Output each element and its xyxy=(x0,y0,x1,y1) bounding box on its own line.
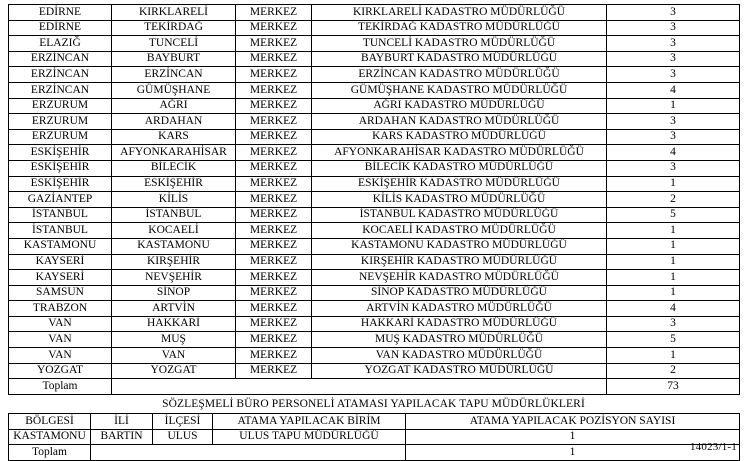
table-row xyxy=(9,145,740,161)
column-header: ATAMA YAPILACAK POZİSYON SAYISI xyxy=(406,414,740,430)
table-row xyxy=(9,160,740,176)
table-row xyxy=(9,223,740,239)
cell-ilce: MERKEZ xyxy=(236,51,312,67)
cell-ilce: MERKEZ xyxy=(236,82,312,98)
cell-sayi: 1 xyxy=(607,176,740,192)
column-header: İLÇESİ xyxy=(153,414,213,430)
table-header-row xyxy=(9,414,740,430)
cell-sayi: 4 xyxy=(607,301,740,317)
cell-sayi: 1 xyxy=(607,285,740,301)
cell-sayi: 1 xyxy=(607,238,740,254)
cell-ilce: MERKEZ xyxy=(236,332,312,348)
total-label: Toplam xyxy=(9,445,91,461)
cell-sayi: 3 xyxy=(607,129,740,145)
table-row xyxy=(9,254,740,270)
cell-ilce: MERKEZ xyxy=(236,270,312,286)
cell-il: BİLECİK xyxy=(112,160,236,176)
cell-ilce: MERKEZ xyxy=(236,192,312,208)
cell-il: TUNCELİ xyxy=(112,36,236,52)
table-row xyxy=(9,36,740,52)
cell-birim: MUŞ KADASTRO MÜDÜRLÜĞÜ xyxy=(312,332,607,348)
cell: 1 xyxy=(406,429,740,445)
cell-birim: ESKİŞEHİR KADASTRO MÜDÜRLÜĞÜ xyxy=(312,176,607,192)
cell-sayi: 3 xyxy=(607,5,740,21)
column-header: ATAMA YAPILACAK BİRİM xyxy=(213,414,406,430)
cell-sayi: 4 xyxy=(607,145,740,161)
cell: KASTAMONU xyxy=(9,429,91,445)
cell-il: TEKİRDAĞ xyxy=(112,20,236,36)
cell-il: BAYBURT xyxy=(112,51,236,67)
cell-sayi: 5 xyxy=(607,207,740,223)
cell-ilce: MERKEZ xyxy=(236,363,312,379)
cell-ilce: MERKEZ xyxy=(236,316,312,332)
cell-ilce: MERKEZ xyxy=(236,301,312,317)
cell-sayi: 3 xyxy=(607,51,740,67)
cell-sayi: 3 xyxy=(607,316,740,332)
office-assignment-table xyxy=(8,413,740,461)
cell-il: ESKİŞEHİR xyxy=(112,176,236,192)
cell-sayi: 1 xyxy=(607,223,740,239)
cell-birim: GÜMÜŞHANE KADASTRO MÜDÜRLÜĞÜ xyxy=(312,82,607,98)
cell-birim: VAN KADASTRO MÜDÜRLÜĞÜ xyxy=(312,348,607,364)
cell-birim: ERZİNCAN KADASTRO MÜDÜRLÜĞÜ xyxy=(312,67,607,83)
cell-sayi: 3 xyxy=(607,160,740,176)
table-row xyxy=(9,20,740,36)
cell-ilce: MERKEZ xyxy=(236,238,312,254)
cell-sayi: 3 xyxy=(607,67,740,83)
cell-birim: KARS KADASTRO MÜDÜRLÜĞÜ xyxy=(312,129,607,145)
cell-birim: NEVŞEHİR KADASTRO MÜDÜRLÜĞÜ xyxy=(312,270,607,286)
cell-bolge: ELAZIĞ xyxy=(9,36,112,52)
cell-il: ERZİNCAN xyxy=(112,67,236,83)
cell-bolge: ERZURUM xyxy=(9,98,112,114)
cell-birim: İSTANBUL KADASTRO MÜDÜRLÜĞÜ xyxy=(312,207,607,223)
cell-il: KİLİS xyxy=(112,192,236,208)
cell-ilce: MERKEZ xyxy=(236,254,312,270)
cell-il: SİNOP xyxy=(112,285,236,301)
cell-il: KARS xyxy=(112,129,236,145)
cell-il: İSTANBUL xyxy=(112,207,236,223)
cell-birim: KOCAELİ KADASTRO MÜDÜRLÜĞÜ xyxy=(312,223,607,239)
table-row xyxy=(9,270,740,286)
cell-il: GÜMÜŞHANE xyxy=(112,82,236,98)
cell-il: VAN xyxy=(112,348,236,364)
total-value: 73 xyxy=(607,379,740,395)
cell-sayi: 1 xyxy=(607,98,740,114)
cell-sayi: 1 xyxy=(607,348,740,364)
cell-sayi: 3 xyxy=(607,20,740,36)
cell-il: AĞRI xyxy=(112,98,236,114)
cell-il: KIRŞEHİR xyxy=(112,254,236,270)
cell-bolge: VAN xyxy=(9,348,112,364)
cell-ilce: MERKEZ xyxy=(236,36,312,52)
cell-il: KOCAELİ xyxy=(112,223,236,239)
cell-sayi: 2 xyxy=(607,192,740,208)
cell: BARTIN xyxy=(91,429,153,445)
cell-birim: KASTAMONU KADASTRO MÜDÜRLÜĞÜ xyxy=(312,238,607,254)
cell-ilce: MERKEZ xyxy=(236,145,312,161)
table-row xyxy=(9,98,740,114)
cell-il: KASTAMONU xyxy=(112,238,236,254)
cell-sayi: 1 xyxy=(607,270,740,286)
cell-bolge: ESKİŞEHİR xyxy=(9,176,112,192)
cell-il: KIRKLARELİ xyxy=(112,5,236,21)
cell-sayi: 3 xyxy=(607,36,740,52)
table-row xyxy=(9,114,740,130)
cell-bolge: ERZURUM xyxy=(9,114,112,130)
cell-ilce: MERKEZ xyxy=(236,176,312,192)
cell-bolge: ERZURUM xyxy=(9,129,112,145)
cell-bolge: KASTAMONU xyxy=(9,238,112,254)
table-row xyxy=(9,51,740,67)
cell-birim: ARDAHAN KADASTRO MÜDÜRLÜĞÜ xyxy=(312,114,607,130)
cell-birim: KİLİS KADASTRO MÜDÜRLÜĞÜ xyxy=(312,192,607,208)
table-row xyxy=(9,285,740,301)
cell-ilce: MERKEZ xyxy=(236,5,312,21)
table-row xyxy=(9,5,740,21)
cell-il: AFYONKARAHİSAR xyxy=(112,145,236,161)
table-row xyxy=(9,207,740,223)
column-header: İLİ xyxy=(91,414,153,430)
cell-ilce: MERKEZ xyxy=(236,114,312,130)
cell-ilce: MERKEZ xyxy=(236,207,312,223)
cell-il: NEVŞEHİR xyxy=(112,270,236,286)
cell-sayi: 5 xyxy=(607,332,740,348)
table-row xyxy=(9,332,740,348)
cell-sayi: 3 xyxy=(607,114,740,130)
cell-ilce: MERKEZ xyxy=(236,129,312,145)
cell-bolge: VAN xyxy=(9,316,112,332)
cell-birim: BAYBURT KADASTRO MÜDÜRLÜĞÜ xyxy=(312,51,607,67)
cell-ilce: MERKEZ xyxy=(236,285,312,301)
cell-birim: SİNOP KADASTRO MÜDÜRLÜĞÜ xyxy=(312,285,607,301)
cell-bolge: ERZİNCAN xyxy=(9,67,112,83)
table-row xyxy=(9,67,740,83)
cell-birim: TEKİRDAĞ KADASTRO MÜDÜRLÜĞÜ xyxy=(312,20,607,36)
cell-birim: KIRŞEHİR KADASTRO MÜDÜRLÜĞÜ xyxy=(312,254,607,270)
footer-code: 14023/1-1 xyxy=(689,441,737,453)
cell-bolge: YOZGAT xyxy=(9,363,112,379)
cell-ilce: MERKEZ xyxy=(236,98,312,114)
table-row xyxy=(9,301,740,317)
cell-il: ARTVİN xyxy=(112,301,236,317)
cell-bolge: EDİRNE xyxy=(9,5,112,21)
table-row xyxy=(9,82,740,98)
cell-bolge: ESKİŞEHİR xyxy=(9,160,112,176)
cell-birim: AFYONKARAHİSAR KADASTRO MÜDÜRLÜĞÜ xyxy=(312,145,607,161)
cell-il: MUŞ xyxy=(112,332,236,348)
table-row xyxy=(9,348,740,364)
cell-bolge: VAN xyxy=(9,332,112,348)
cell-bolge: KAYSERİ xyxy=(9,254,112,270)
table-row xyxy=(9,176,740,192)
cell-ilce: MERKEZ xyxy=(236,223,312,239)
cell-il: YOZGAT xyxy=(112,363,236,379)
cell-ilce: MERKEZ xyxy=(236,160,312,176)
column-header: BÖLGESİ xyxy=(9,414,91,430)
cell-birim: YOZGAT KADASTRO MÜDÜRLÜĞÜ xyxy=(312,363,607,379)
cell-birim: ARTVİN KADASTRO MÜDÜRLÜĞÜ xyxy=(312,301,607,317)
cell-sayi: 1 xyxy=(607,254,740,270)
cell-bolge: GAZİANTEP xyxy=(9,192,112,208)
table-row xyxy=(9,363,740,379)
cell-bolge: KAYSERİ xyxy=(9,270,112,286)
total-label: Toplam xyxy=(9,379,112,395)
section-caption: SÖZLEŞMELİ BÜRO PERSONELİ ATAMASI YAPILACAK TAPU MÜDÜRLÜKLERİ xyxy=(162,397,585,410)
total-row xyxy=(9,445,740,461)
cell-il: ARDAHAN xyxy=(112,114,236,130)
cell-birim: BİLECİK KADASTRO MÜDÜRLÜĞÜ xyxy=(312,160,607,176)
cell-bolge: İSTANBUL xyxy=(9,223,112,239)
cell: ULUS TAPU MÜDÜRLÜĞÜ xyxy=(213,429,406,445)
cell-sayi: 4 xyxy=(607,82,740,98)
table-row xyxy=(9,192,740,208)
table-row xyxy=(9,429,740,445)
total-spacer xyxy=(112,379,607,395)
cell-ilce: MERKEZ xyxy=(236,20,312,36)
table-row xyxy=(9,238,740,254)
cell-bolge: TRABZON xyxy=(9,301,112,317)
cell-birim: KIRKLARELİ KADASTRO MÜDÜRLÜĞÜ xyxy=(312,5,607,21)
cell-bolge: ERZİNCAN xyxy=(9,51,112,67)
total-spacer xyxy=(91,445,406,461)
table-row xyxy=(9,129,740,145)
cell-ilce: MERKEZ xyxy=(236,348,312,364)
table-row xyxy=(9,316,740,332)
cell-ilce: MERKEZ xyxy=(236,67,312,83)
cell-birim: HAKKARİ KADASTRO MÜDÜRLÜĞÜ xyxy=(312,316,607,332)
cell-bolge: SAMSUN xyxy=(9,285,112,301)
cell-sayi: 2 xyxy=(607,363,740,379)
cell-birim: AĞRI KADASTRO MÜDÜRLÜĞÜ xyxy=(312,98,607,114)
cell-bolge: İSTANBUL xyxy=(9,207,112,223)
cell: ULUS xyxy=(153,429,213,445)
cell-il: HAKKARİ xyxy=(112,316,236,332)
assignment-table xyxy=(8,4,740,395)
total-row xyxy=(9,379,740,395)
cell-birim: TUNCELİ KADASTRO MÜDÜRLÜĞÜ xyxy=(312,36,607,52)
total-value: 1 xyxy=(406,445,740,461)
cell-bolge: ERZİNCAN xyxy=(9,82,112,98)
cell-bolge: EDİRNE xyxy=(9,20,112,36)
cell-bolge: ESKİŞEHİR xyxy=(9,145,112,161)
